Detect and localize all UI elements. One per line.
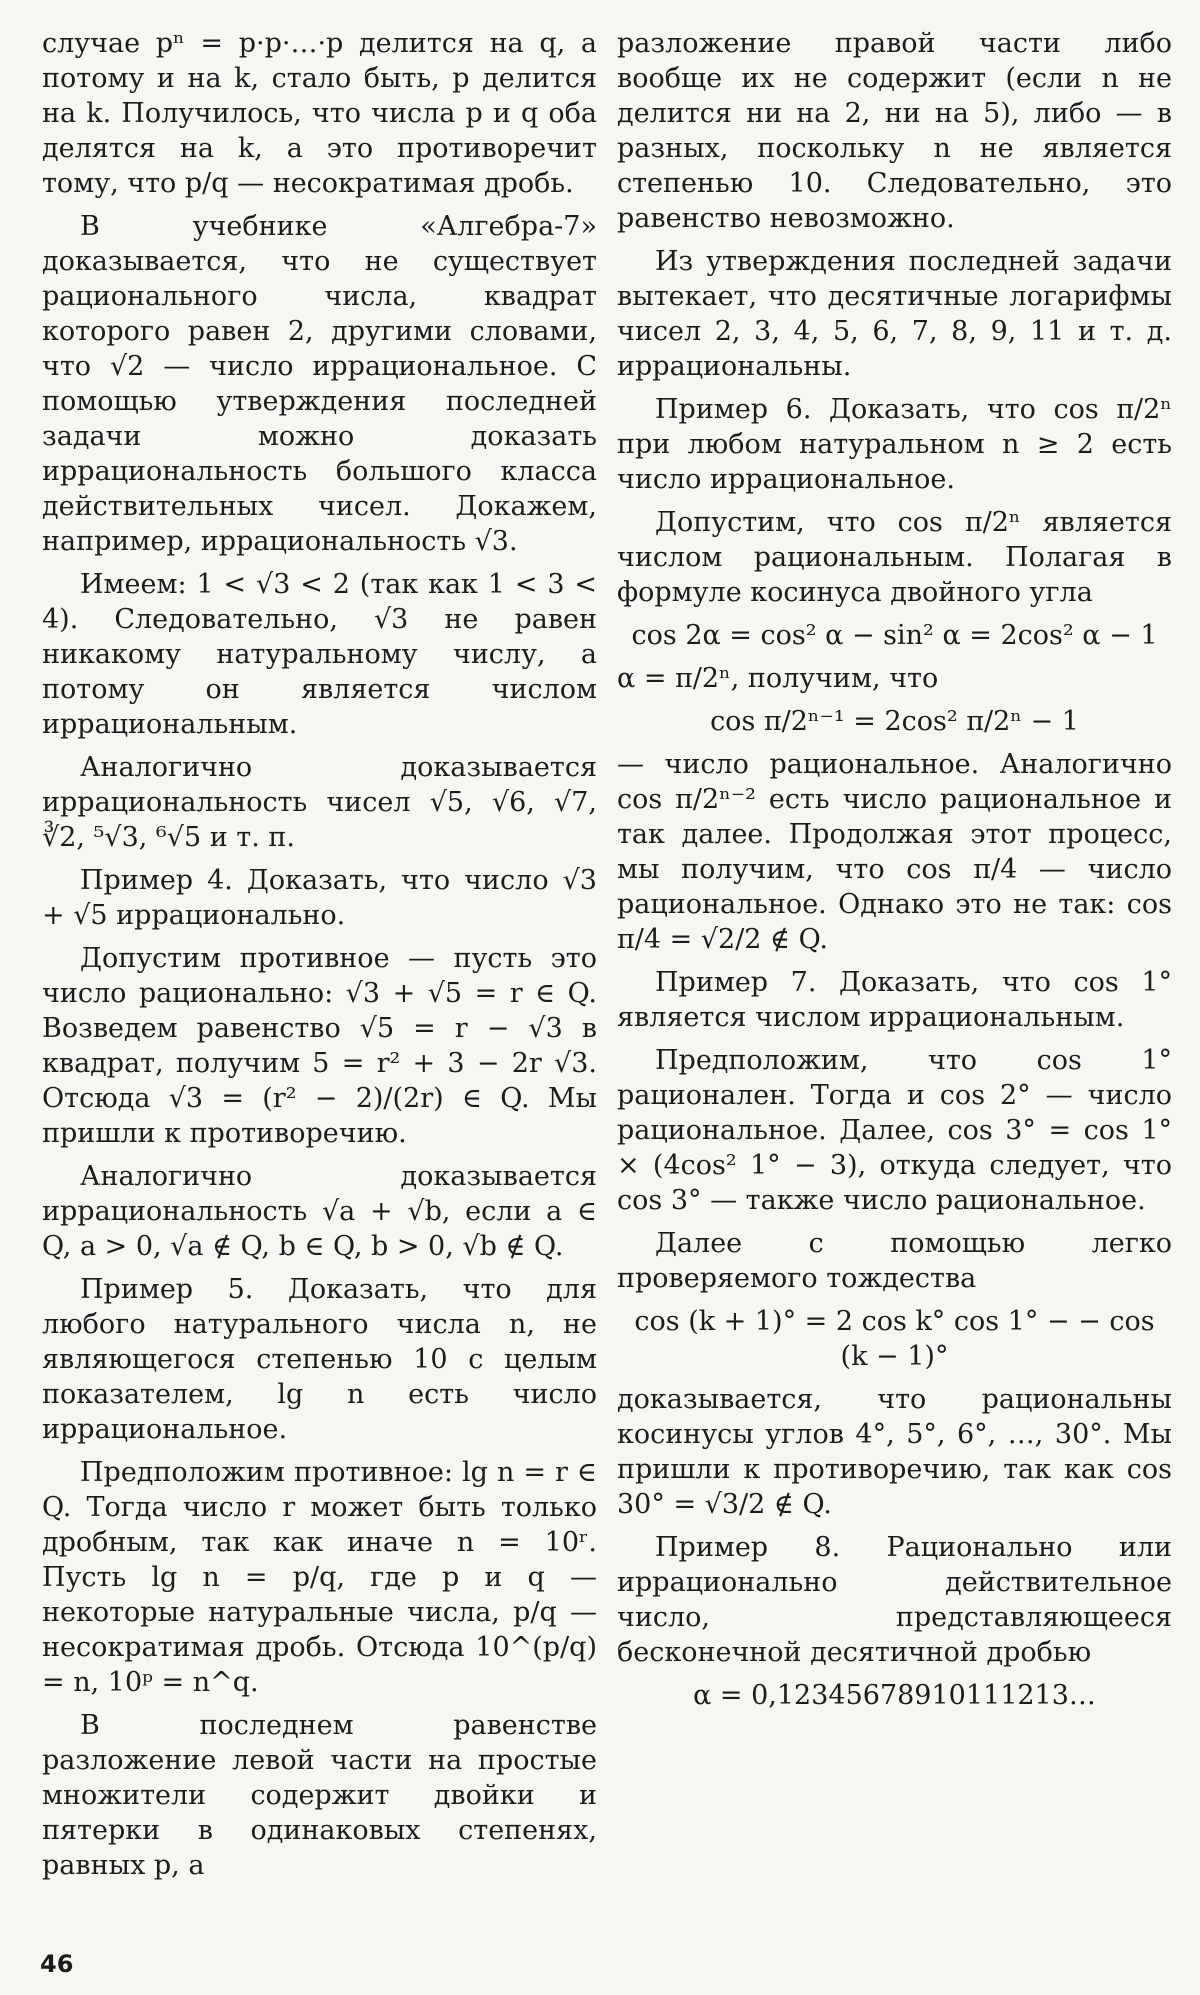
page-number: 46 — [40, 1950, 74, 1978]
right-column — [617, 26, 1172, 1721]
example-heading: Пример 6. Доказать, что cos π/2ⁿ при любом натуральном n ≥ 2 есть число иррациональное. — [617, 394, 1172, 495]
left-column — [42, 26, 597, 1891]
example-heading: Пример 7. Доказать, что cos 1° является числом иррациональным. — [617, 967, 1172, 1033]
paragraph: Допустим противное — пусть это число рационально: √3 + √5 = r ∈ Q. Возведем равенство √5 = r − √3 в квадрат, получим 5 = r² + 3 − 2r √3. Отсюда √3 = (r² − 2)/(2r) ∈ Q. Мы пришли к противоречию. — [42, 943, 597, 1149]
formula: α = 0,12345678910111213… — [693, 1680, 1096, 1711]
paragraph: Из утверждения последней задачи вытекает, что десятичные логарифмы чисел 2, 3, 4, 5, 6, 7, 8, 9, 11 и т. д. иррациональны. — [617, 246, 1172, 382]
formula: cos π/2ⁿ⁻¹ = 2cos² π/2ⁿ − 1 — [710, 706, 1079, 737]
paragraph: Предположим, что cos 1° рационален. Тогда и cos 2° — число рациональное. Далее, cos 3° = cos 1° × (4cos² 1° − 3), откуда следует, что cos 3° — также число рациональное. — [617, 1045, 1172, 1216]
paragraph: Имеем: 1 < √3 < 2 (так как 1 < 3 < 4). Следовательно, √3 не равен никакому натуральному числу, а потому он является числом иррациональным. — [42, 569, 597, 740]
paragraph: Предположим противное: lg n = r ∈ Q. Тогда число r может быть только дробным, так как иначе n = 10ʳ. Пусть lg n = p/q, где p и q — некоторые натуральные числа, p/q — несократимая дробь. Отсюда 10^(p/q) = n, 10ᵖ = n^q. — [42, 1457, 597, 1698]
example-heading: Пример 8. Рационально или иррационально действительное число, представляющееся бесконечной десятичной дробью — [617, 1532, 1172, 1668]
paragraph: В учебнике «Алгебра-7» доказывается, что не существует рационального числа, квадрат которого равен 2, другими словами, что √2 — число иррациональное. С помощью утверждения последней задачи можно доказать иррациональность большого класса действительных чисел. Докажем, например, иррациональность √3. — [42, 211, 597, 557]
example-heading: Пример 5. Доказать, что для любого натурального числа n, не являющегося степенью 10 с целым показателем, lg n есть число иррациональное. — [42, 1274, 597, 1445]
paragraph: В последнем равенстве разложение левой части на простые множители содержит двойки и пятерки в одинаковых степенях, равных p, а — [42, 1710, 597, 1881]
paragraph: случае pⁿ = p·p·…·p делится на q, а потому и на k, стало быть, p делится на k. Получилось, что числа p и q оба делятся на k, а это противоречит тому, что p/q — несократимая дробь. — [42, 28, 597, 199]
paragraph: доказывается, что рациональны косинусы углов 4°, 5°, 6°, …, 30°. Мы пришли к противоречию, так как cos 30° = √3/2 ∉ Q. — [617, 1384, 1172, 1520]
paragraph: Аналогично доказывается иррациональность √a + √b, если a ∈ Q, a > 0, √a ∉ Q, b ∈ Q, b > 0, √b ∉ Q. — [42, 1161, 597, 1262]
paragraph: — число рациональное. Аналогично cos π/2ⁿ⁻² есть число рациональное и так далее. Продолжая этот процесс, мы получим, что cos π/4 — число рациональное. Однако это не так: cos π/4 = √2/2 ∉ Q. — [617, 749, 1172, 955]
paragraph: Далее с помощью легко проверяемого тождества — [617, 1228, 1172, 1294]
paragraph: Допустим, что cos π/2ⁿ является числом рациональным. Полагая в формуле косинуса двойного угла — [617, 507, 1172, 608]
formula: cos (k + 1)° = 2 cos k° cos 1° − − cos (k − 1)° — [634, 1306, 1155, 1372]
paragraph: Аналогично доказывается иррациональность чисел √5, √6, √7, ∛2, ⁵√3, ⁶√5 и т. п. — [42, 752, 597, 853]
paragraph: α = π/2ⁿ, получим, что — [617, 663, 939, 694]
paragraph: разложение правой части либо вообще их не содержит (если n не делится ни на 2, ни на 5), либо — в разных, поскольку n не является степенью 10. Следовательно, это равенство невозможно. — [617, 28, 1172, 234]
example-heading: Пример 4. Доказать, что число √3 + √5 иррационально. — [42, 865, 597, 931]
formula: cos 2α = cos² α − sin² α = 2cos² α − 1 — [631, 620, 1158, 651]
